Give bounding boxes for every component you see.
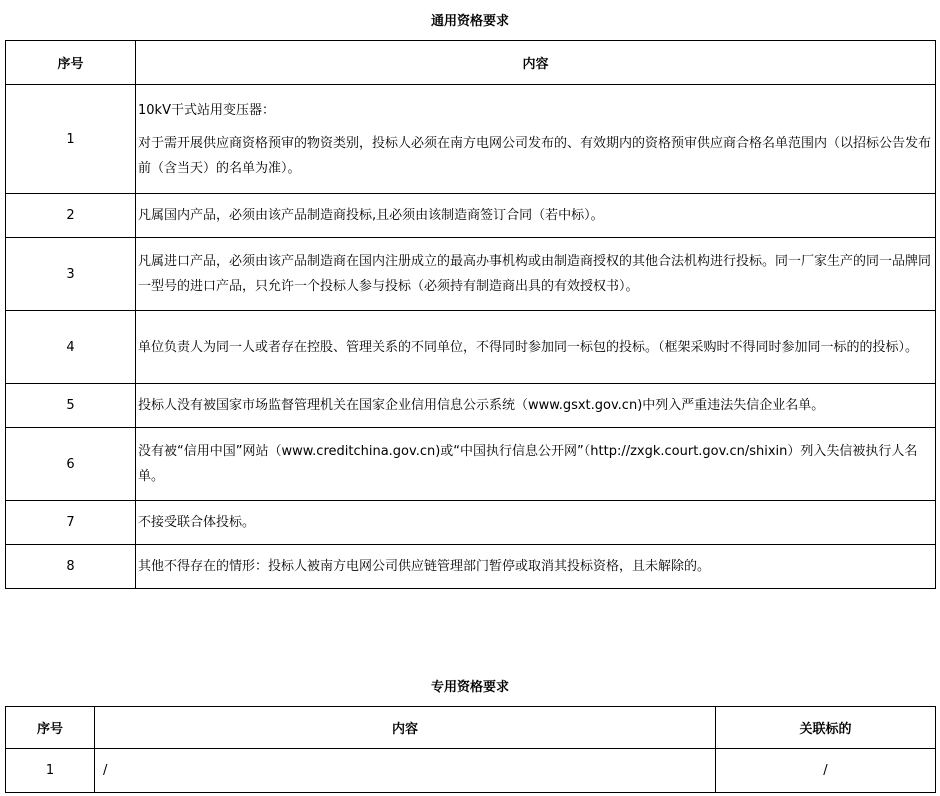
header-no: 序号: [6, 707, 95, 749]
header-no: 序号: [6, 41, 136, 85]
row-no: 1: [6, 749, 95, 793]
row-no: 3: [6, 238, 136, 311]
row-content-line: 没有被“信用中国”网站（www.creditchina.gov.cn)或“中国执行信息公开网”（http://zxgk.court.gov.cn/shixin）列入失信被执行人名单。: [138, 444, 918, 484]
row-content-line: 投标人没有被国家市场监督管理机关在国家企业信用信息公示系统（www.gsxt.gov.cn)中列入严重违法失信企业名单。: [138, 398, 825, 413]
special-requirements-title: 专用资格要求: [430, 680, 509, 695]
row-no: 5: [6, 384, 136, 428]
row-content-line: 凡属国内产品，必须由该产品制造商投标,且必须由该制造商签订合同（若中标）。: [138, 208, 604, 223]
header-content: 内容: [95, 707, 716, 749]
header-related: 关联标的: [716, 707, 936, 749]
row-content-line: 对于需开展供应商资格预审的物资类别，投标人必须在南方电网公司发布的、有效期内的资格预审供应商合格名单范围内（以招标公告发布前（含当天）的名单为准）。: [138, 135, 932, 176]
table-row: [6, 545, 936, 589]
row-content: [136, 384, 936, 428]
table-row: [6, 194, 936, 238]
table-row: [6, 311, 936, 384]
general-requirements-table: [5, 40, 936, 589]
row-no: 6: [6, 428, 136, 501]
header-content: 内容: [136, 41, 936, 85]
row-related: /: [716, 749, 936, 793]
row-content-line: 不接受联合体投标。: [138, 515, 256, 530]
row-no: 7: [6, 501, 136, 545]
table-row: [6, 428, 936, 501]
row-content: [136, 194, 936, 238]
row-content: /: [95, 749, 716, 793]
row-no: 1: [6, 85, 136, 194]
table-row: [6, 501, 936, 545]
row-content: [136, 85, 936, 194]
row-content: [136, 311, 936, 384]
row-no: 2: [6, 194, 136, 238]
table-row: [6, 85, 936, 194]
row-content-line: 其他不得存在的情形：投标人被南方电网公司供应链管理部门暂停或取消其投标资格，且未解除的。: [138, 559, 711, 574]
row-content-line: 10kV干式站用变压器：: [138, 102, 275, 118]
row-no: 8: [6, 545, 136, 589]
table-header-row: [6, 41, 936, 85]
table-row: [6, 749, 936, 793]
row-content: [136, 238, 936, 311]
row-content: [136, 545, 936, 589]
table-row: [6, 238, 936, 311]
row-no: 4: [6, 311, 136, 384]
row-content-line: 单位负责人为同一人或者存在控股、管理关系的不同单位，不得同时参加同一标包的投标。（框架采购时不得同时参加同一标的的投标）。: [138, 339, 919, 355]
row-content: [136, 428, 936, 501]
row-content: [136, 501, 936, 545]
special-requirements-table: [5, 706, 936, 793]
general-requirements-title: 通用资格要求: [430, 14, 509, 29]
table-row: [6, 384, 936, 428]
row-content-line: 凡属进口产品，必须由该产品制造商在国内注册成立的最高办事机构或由制造商授权的其他合法机构进行投标。同一厂家生产的同一品牌同一型号的进口产品，只允许一个投标人参与投标（必须持有制造商出具的有效授权书）。: [138, 254, 932, 294]
table-header-row: [6, 707, 936, 749]
